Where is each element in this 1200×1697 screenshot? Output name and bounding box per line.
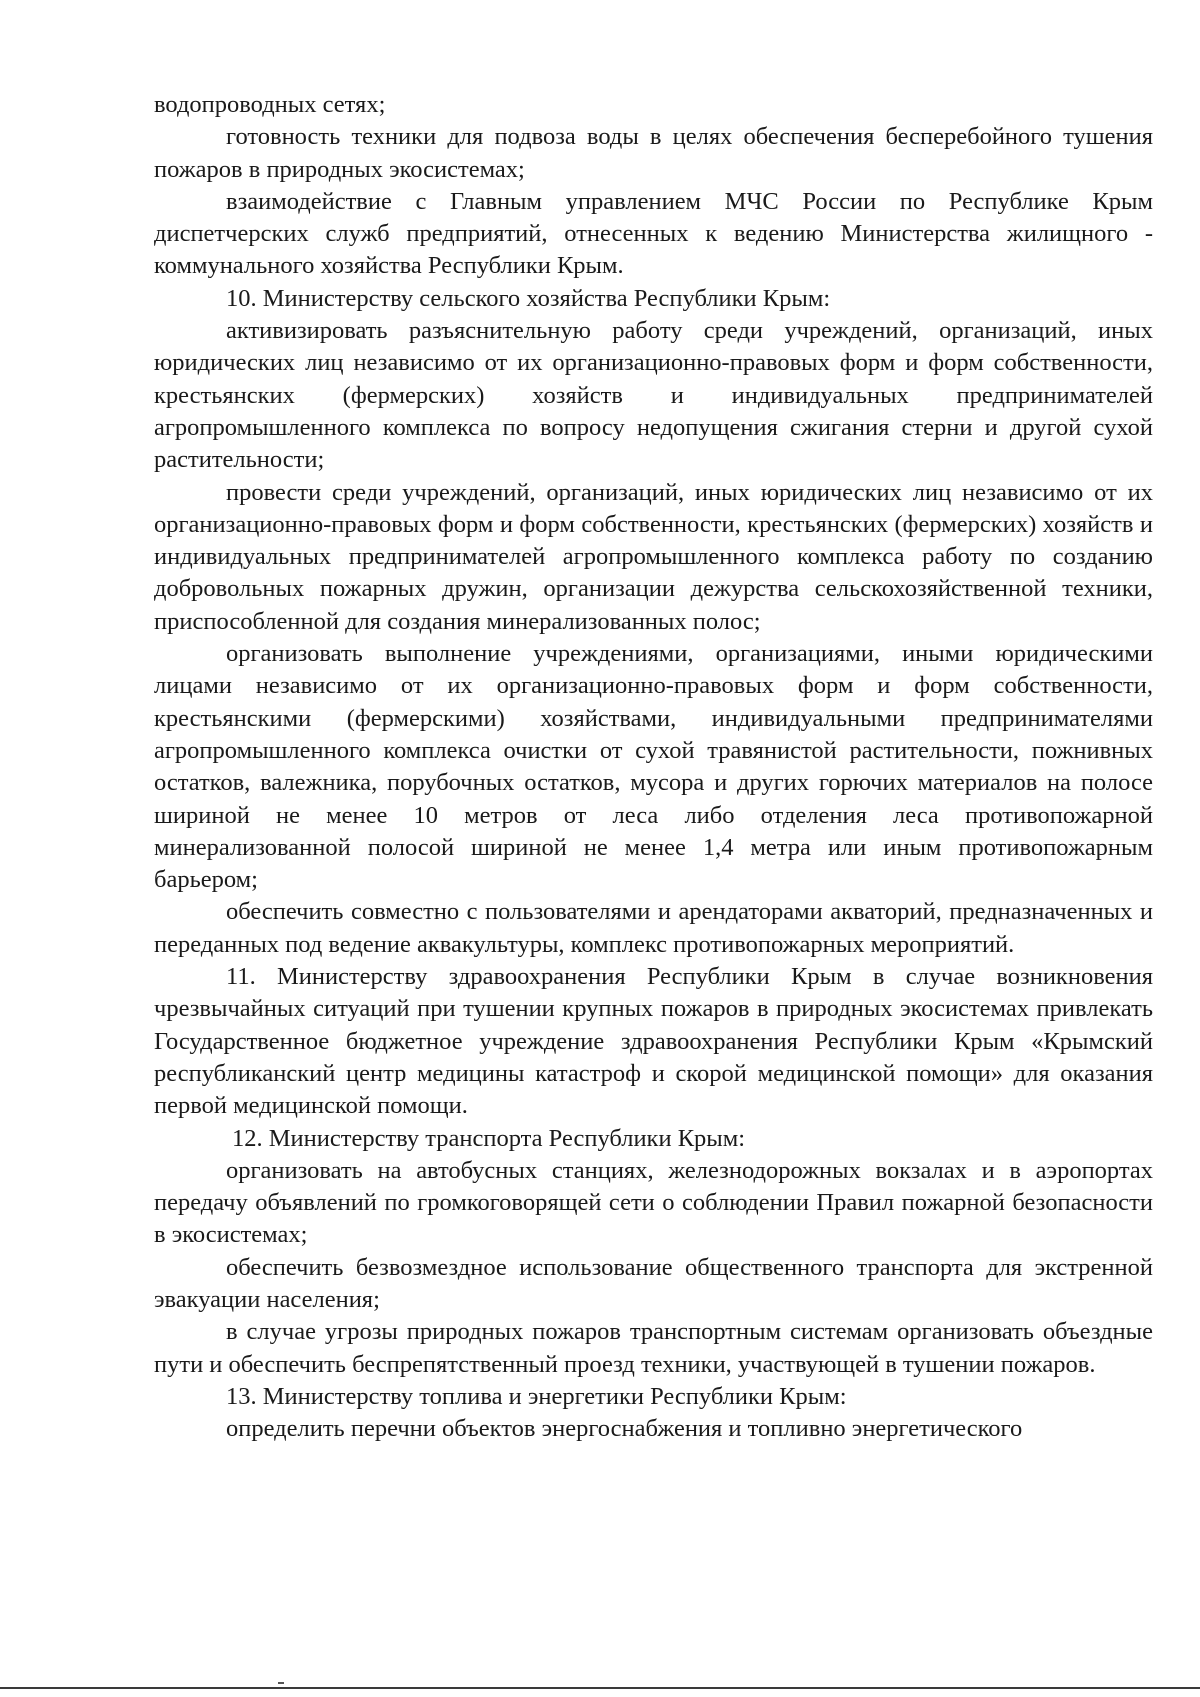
document-page [154,89,1153,1445]
page-bottom-rule [0,1687,1200,1689]
paragraph-vegetation-clearing: организовать выполнение учреждениями, организациями, иными юридическими лицами независимо от их организационно-правовых форм и форм собственности, крестьянскими (фермерскими) хозяйствами, индивидуальными предпринимателями агропромышленного комплекса очистки от сухой травянистой растительности, пожнивных остатков, валежника, порубочных остатков, мусора и других горючих материалов на полосе шириной не менее 10 метров от леса либо отделения леса противопожарной минерализованной полосой шириной не менее 1,4 метра или иным противопожарным барьером; [154,640,1153,894]
paragraph-free-transport: обеспечить безвозмездное использование общественного транспорта для экстренной эвакуации населения; [154,1253,1153,1313]
paragraph-announcements: организовать на автобусных станциях, железнодорожных вокзалах и в аэропортах передачу объявлений по громкоговорящей сети о соблюдении Правил пожарной безопасности в экосистемах; [154,1156,1153,1249]
heading-item-12: 12. Министерству транспорта Республики Крым: [232,1124,746,1152]
paragraph-water-networks: водопроводных сетях; [154,91,386,118]
paragraph-water-equipment: готовность техники для подвоза воды в целях обеспечения бесперебойного тушения пожаров в природных экосистемах; [154,123,1153,183]
paragraph-mchs-interaction: взаимодействие с Главным управлением МЧС России по Республике Крым диспетчерских служб предприятий, отнесенных к ведению Министерства жилищного - коммунального хозяйства Республики Крым. [154,187,1153,280]
paragraph-energy-objects: определить перечни объектов энергоснабжения и топливно энергетического [226,1415,1023,1443]
page-bottom-mark [278,1682,284,1684]
paragraph-detour-routes: в случае угрозы природных пожаров транспортным системам организовать объездные пути и обеспечить беспрепятственный проезд техники, участвующей в тушении пожаров. [154,1318,1153,1378]
heading-item-13: 13. Министерству топлива и энергетики Республики Крым: [226,1382,847,1410]
paragraph-explanatory-work: активизировать разъяснительную работу среди учреждений, организаций, иных юридических лиц независимо от их организационно-правовых форм и форм собственности, крестьянских (фермерских) хозяйств и индивидуальных предпринимателей агропромышленного комплекса по вопросу недопущения сжигания стерни и другой сухой растительности; [154,317,1153,474]
heading-item-10: 10. Министерству сельского хозяйства Республики Крым: [226,284,831,312]
paragraph-aquaculture: обеспечить совместно с пользователями и арендаторами акваторий, предназначенных и переданных под ведение аквакультуры, комплекс противопожарных мероприятий. [154,898,1153,958]
heading-item-11: 11. Министерству здравоохранения Республики Крым в случае возникновения чрезвычайных ситуаций при тушении крупных пожаров в природных экосистемах привлекать Государственное бюджетное учреждение здравоохранения Республики Крым «Крымский республиканский центр медицины катастроф и скорой медицинской помощи» для оказания первой медицинской помощи. [154,963,1153,1120]
paragraph-fire-brigades: провести среди учреждений, организаций, иных юридических лиц независимо от их организационно-правовых форм и форм собственности, крестьянских (фермерских) хозяйств и индивидуальных предпринимателей агропромышленного комплекса работу по созданию добровольных пожарных дружин, организации дежурства сельскохозяйственной техники, приспособленной для создания минерализованных полос; [154,478,1153,635]
